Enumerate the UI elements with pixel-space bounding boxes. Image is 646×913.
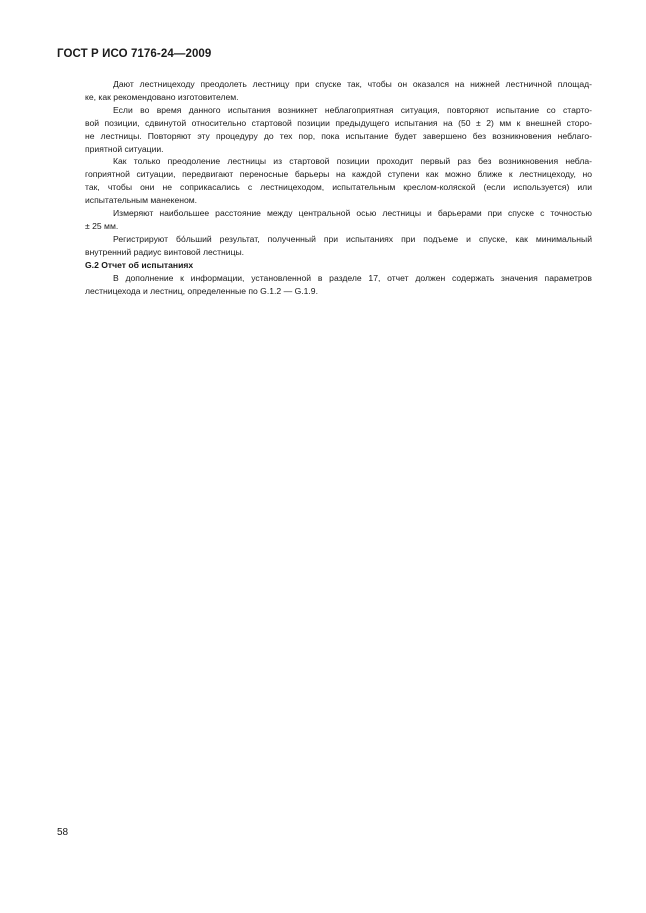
paragraph-repeat-test [57, 104, 592, 156]
page-number: 58 [57, 827, 69, 838]
document-header [57, 48, 211, 60]
text-line: Если во время данного испытания возникнет неблагоприятная ситуация, повторяют испытание со старто- [113, 104, 592, 115]
text-line: Как только преодоление лестницы из стартовой позиции проходит первый раз без возникновения небла- [113, 156, 592, 167]
text-line: гоприятной ситуации, передвигают переносные барьеры на каждой ступени как можно ближе к лестницеходу, но [85, 169, 592, 180]
paragraph-test-report [57, 272, 592, 298]
text-line: Дают лестницеходу преодолеть лестницу при спуске так, чтобы он оказался на нижней лестничной площад- [113, 79, 592, 89]
text-line: ке, как рекомендовано изготовителем. [85, 91, 239, 102]
paragraph-descent-procedure [57, 78, 592, 104]
text-line: вой позиции, сдвинутой относительно стартовой позиции предыдущего испытания на (50 ± 2) мм к внешней сторо- [85, 117, 592, 128]
text-line: так, чтобы они не соприкасались с лестницеходом, испытательным креслом-коляской (если используется) или [85, 182, 592, 193]
standard-title: ГОСТ Р ИСО 7176-24—2009 [57, 48, 212, 60]
text-line: не лестницы. Повторяют эту процедуру до тех пор, пока испытание будет завершено без возникновения неблаго- [85, 130, 592, 141]
text-line: испытательным манекеном. [85, 195, 198, 206]
section-heading: G.2 Отчет об испытаниях [85, 259, 194, 270]
paragraph-record-result [57, 233, 592, 259]
text-line: Измеряют наибольшее расстояние между центральной осью лестницы и барьерами при спуске с точностью [113, 208, 592, 219]
text-line: приятной ситуации. [85, 143, 164, 154]
paragraph-measure-distance [57, 207, 592, 233]
paragraph-move-barriers [57, 155, 592, 207]
text-line: В дополнение к информации, установленной в разделе 17, отчет должен содержать значения параметров [113, 272, 592, 283]
text-line: Регистрируют бо́льший результат, полученный при испытаниях при подъеме и спуске, как минимальный [113, 233, 592, 244]
text-line: ± 25 мм. [85, 220, 119, 231]
text-line: внутренний радиус винтовой лестницы. [85, 246, 245, 257]
document-body [57, 78, 592, 297]
text-line: лестницехода и лестниц, определенные по G.1.2 — G.1.9. [85, 285, 318, 296]
